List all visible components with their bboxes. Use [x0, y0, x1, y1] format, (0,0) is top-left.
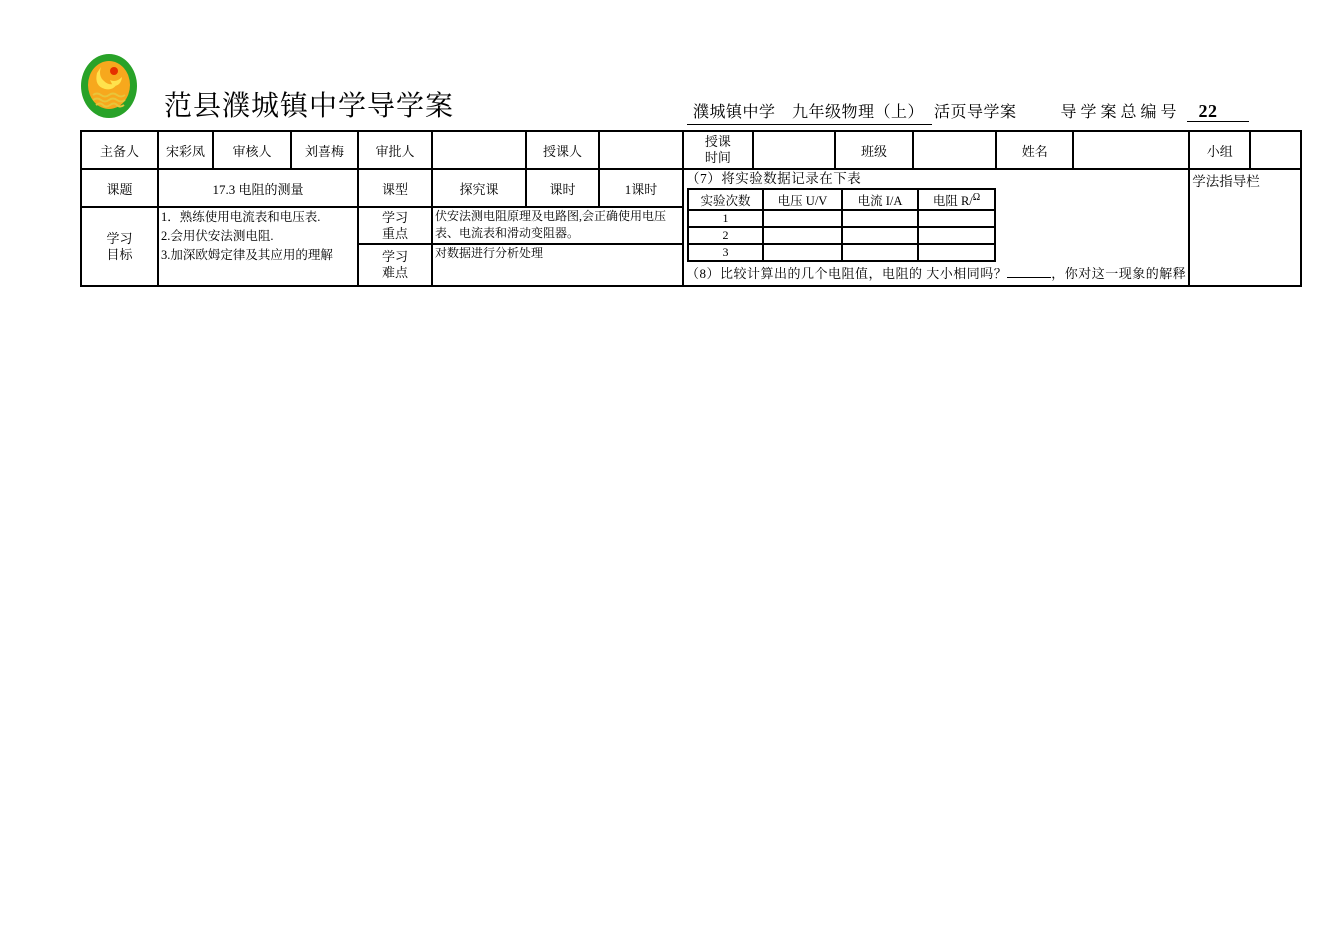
goals-label-bottom: 目标: [106, 246, 133, 262]
resistance-header: [918, 189, 995, 210]
comparison-question: [686, 265, 1186, 282]
ohm-unit: Ω: [972, 191, 981, 203]
current-cell-blank[interactable]: [842, 244, 918, 261]
class-time-value-blank[interactable]: [753, 131, 835, 169]
question-text-post: ，你对这一现象的解释: [1051, 266, 1187, 281]
voltage-cell-blank[interactable]: [763, 244, 842, 261]
focus-label-bottom: 重点: [381, 225, 408, 241]
paper-info-line: [687, 99, 1249, 122]
difficulty-label: [358, 244, 432, 286]
doc-number-label: 导学案总编号: [1060, 104, 1181, 121]
goal-item: 3.加深欧姆定律及其应用的理解: [161, 248, 333, 262]
class-value-blank[interactable]: [913, 131, 996, 169]
difficulty-label-bottom: 难点: [381, 265, 408, 280]
class-info-row: [683, 131, 1301, 169]
voltage-cell-blank[interactable]: [763, 210, 842, 227]
resistance-header-base: 电阻 R/: [932, 193, 973, 208]
experiment-data-row: [688, 210, 995, 227]
approver-label: 审批人: [358, 131, 432, 169]
current-header: 电流 I/A: [842, 189, 918, 210]
class-and-experiment-table: [682, 130, 1302, 287]
experiment-data-table: [687, 188, 996, 262]
experiment-instruction: （7）将实验数据记录在下表: [686, 171, 862, 186]
lesson-plan-table: [80, 130, 1302, 287]
experiment-section: [683, 169, 1189, 286]
voltage-cell-blank[interactable]: [763, 227, 842, 244]
trial-number: 3: [688, 244, 763, 261]
lesson-info-table: [80, 130, 684, 287]
paper-type-label: 活页导学案: [934, 104, 1017, 121]
experiment-data-row: [688, 244, 995, 261]
focus-label-top: 学习: [381, 209, 408, 225]
school-logo: [80, 53, 138, 119]
voltage-header: 电压 U/V: [763, 189, 842, 210]
lesson-type-label: 课型: [358, 169, 432, 207]
experiment-row: [683, 169, 1301, 286]
current-cell-blank[interactable]: [842, 210, 918, 227]
group-label: 小组: [1189, 131, 1250, 169]
class-time-label: [683, 131, 753, 169]
name-value-blank[interactable]: [1073, 131, 1189, 169]
experiment-data-row: [688, 227, 995, 244]
goals-list: [158, 207, 358, 286]
difficulty-text: 对数据进行分析处理: [432, 244, 683, 286]
resistance-cell-blank[interactable]: [918, 227, 995, 244]
goals-label-top: 学习: [106, 230, 133, 246]
name-label: 姓名: [996, 131, 1073, 169]
reviewer-label: 审核人: [213, 131, 291, 169]
class-label: 班级: [835, 131, 913, 169]
period-label: 课时: [526, 169, 599, 207]
group-value-blank[interactable]: [1250, 131, 1301, 169]
goals-focus-row: [81, 207, 683, 244]
goal-item: 1．熟练使用电流表和电压表.: [161, 210, 321, 224]
class-time-label-top: 授课: [704, 134, 731, 149]
trial-number-header: 实验次数: [688, 189, 763, 210]
study-guide-column: 学法指导栏: [1189, 169, 1301, 286]
experiment-header-row: [688, 189, 995, 210]
period-value: 1课时: [599, 169, 683, 207]
topic-value: 17.3 电阻的测量: [158, 169, 358, 207]
lecturer-value-blank[interactable]: [599, 131, 683, 169]
focus-label: [358, 207, 432, 244]
trial-number: 1: [688, 210, 763, 227]
class-time-label-bottom: 时间: [704, 150, 731, 165]
school-name-title: 范县濮城镇中学导学案: [164, 91, 455, 122]
goal-item: 2.会用伏安法测电阻.: [161, 229, 274, 243]
approver-value-blank[interactable]: [432, 131, 526, 169]
resistance-cell-blank[interactable]: [918, 244, 995, 261]
focus-text: 伏安法测电阻原理及电路图,会正确使用电压表、电流表和滑动变阻器。: [432, 207, 683, 244]
lesson-type-value: 探究课: [432, 169, 526, 207]
current-cell-blank[interactable]: [842, 227, 918, 244]
answer-blank[interactable]: [1007, 265, 1051, 278]
topic-row: [81, 169, 683, 207]
school-logo-icon: [80, 53, 138, 119]
reviewer-value: 刘喜梅: [291, 131, 358, 169]
trial-number: 2: [688, 227, 763, 244]
goals-label: [81, 207, 158, 286]
lecturer-label: 授课人: [526, 131, 599, 169]
question-text-pre: （8）比较计算出的几个电阻值，电阻的 大小相同吗？: [686, 266, 1008, 281]
difficulty-label-top: 学习: [381, 249, 408, 264]
staff-row: [81, 131, 683, 169]
resistance-cell-blank[interactable]: [918, 210, 995, 227]
preparer-label: 主备人: [81, 131, 158, 169]
doc-number-value: 22: [1187, 103, 1249, 122]
topic-label: 课题: [81, 169, 158, 207]
preparer-value: 宋彩凤: [158, 131, 213, 169]
school-grade-subject: 濮城镇中学 九年级物理（上）: [687, 104, 932, 125]
